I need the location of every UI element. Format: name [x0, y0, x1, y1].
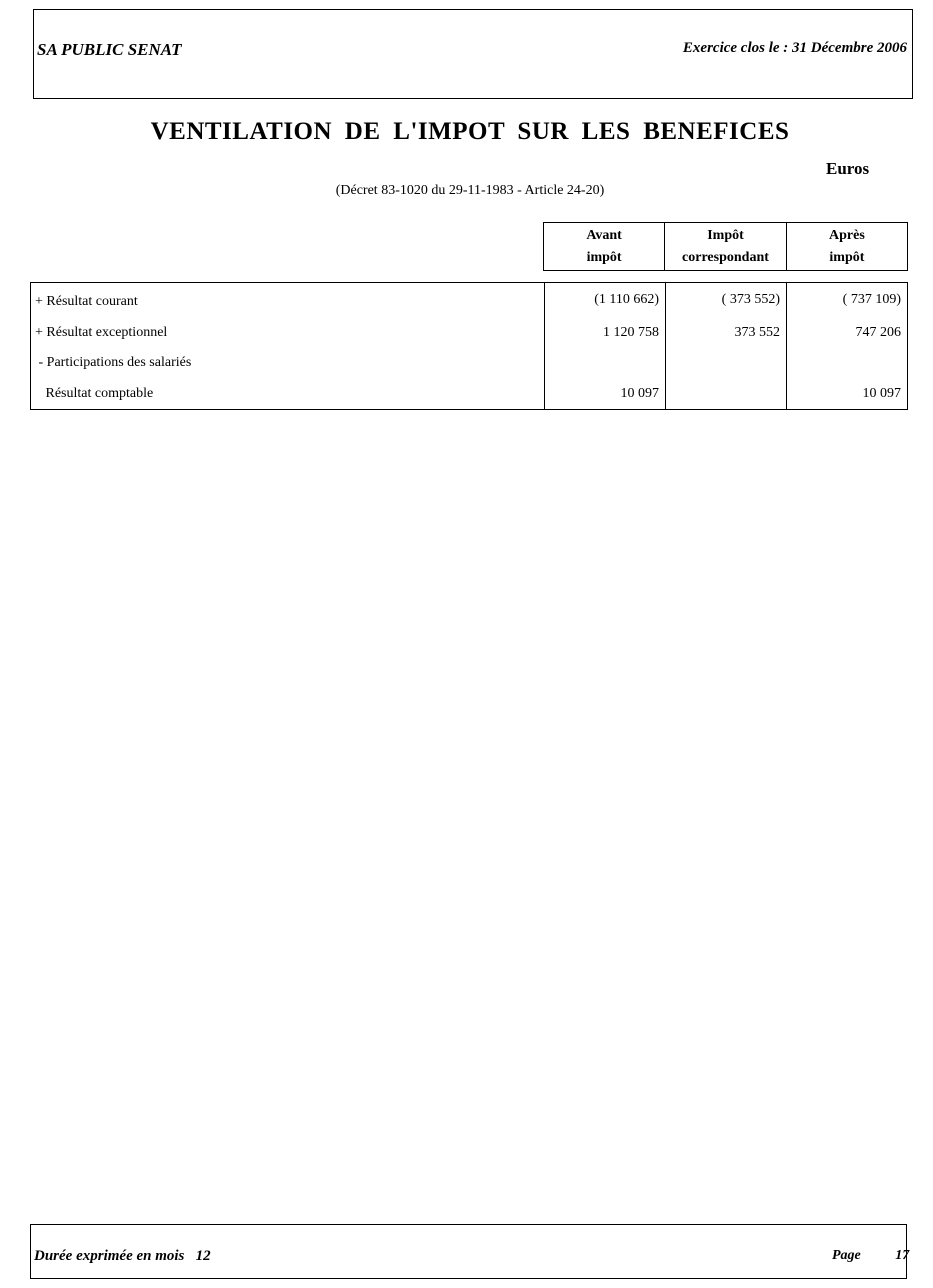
cell-apres: [787, 348, 908, 379]
cell-avant: [545, 348, 666, 379]
row-label: Résultat comptable: [31, 379, 545, 410]
page-title: VENTILATION DE L'IMPOT SUR LES BENEFICES: [150, 118, 790, 145]
cell-apres: 747 206: [787, 318, 908, 349]
cell-apres: 10 097: [787, 379, 908, 410]
column-headers: [543, 222, 908, 271]
column-header-avant: Avant impôt: [544, 223, 665, 271]
table-row: [31, 283, 908, 318]
table-row: [31, 348, 908, 379]
company-name: SA PUBLIC SENAT: [37, 40, 182, 59]
column-header-impot: Impôt correspondant: [665, 223, 787, 271]
currency-unit: Euros: [826, 159, 870, 178]
cell-impot: 373 552: [666, 318, 787, 349]
cell-impot: [666, 379, 787, 410]
exercise-date: Exercice clos le : 31 Décembre 2006: [682, 40, 907, 56]
cell-avant: 1 120 758: [545, 318, 666, 349]
tax-breakdown-table: [30, 282, 908, 410]
table-row: [31, 379, 908, 410]
row-label: + Résultat exceptionnel: [31, 318, 545, 349]
cell-impot: ( 373 552): [666, 283, 787, 318]
cell-avant: (1 110 662): [545, 283, 666, 318]
column-header-apres: Après impôt: [786, 223, 907, 271]
cell-impot: [666, 348, 787, 379]
cell-avant: 10 097: [545, 379, 666, 410]
header-box-edge: [912, 9, 913, 99]
table-row: [31, 318, 908, 349]
page-number: Page 17: [832, 1248, 910, 1263]
cell-apres: ( 737 109): [787, 283, 908, 318]
decree-reference: (Décret 83-1020 du 29-11-1983 - Article 24-20): [335, 183, 605, 198]
row-label: - Participations des salariés: [31, 348, 545, 379]
row-label: + Résultat courant: [31, 283, 545, 318]
duration-months: Durée exprimée en mois 12: [34, 1248, 211, 1264]
